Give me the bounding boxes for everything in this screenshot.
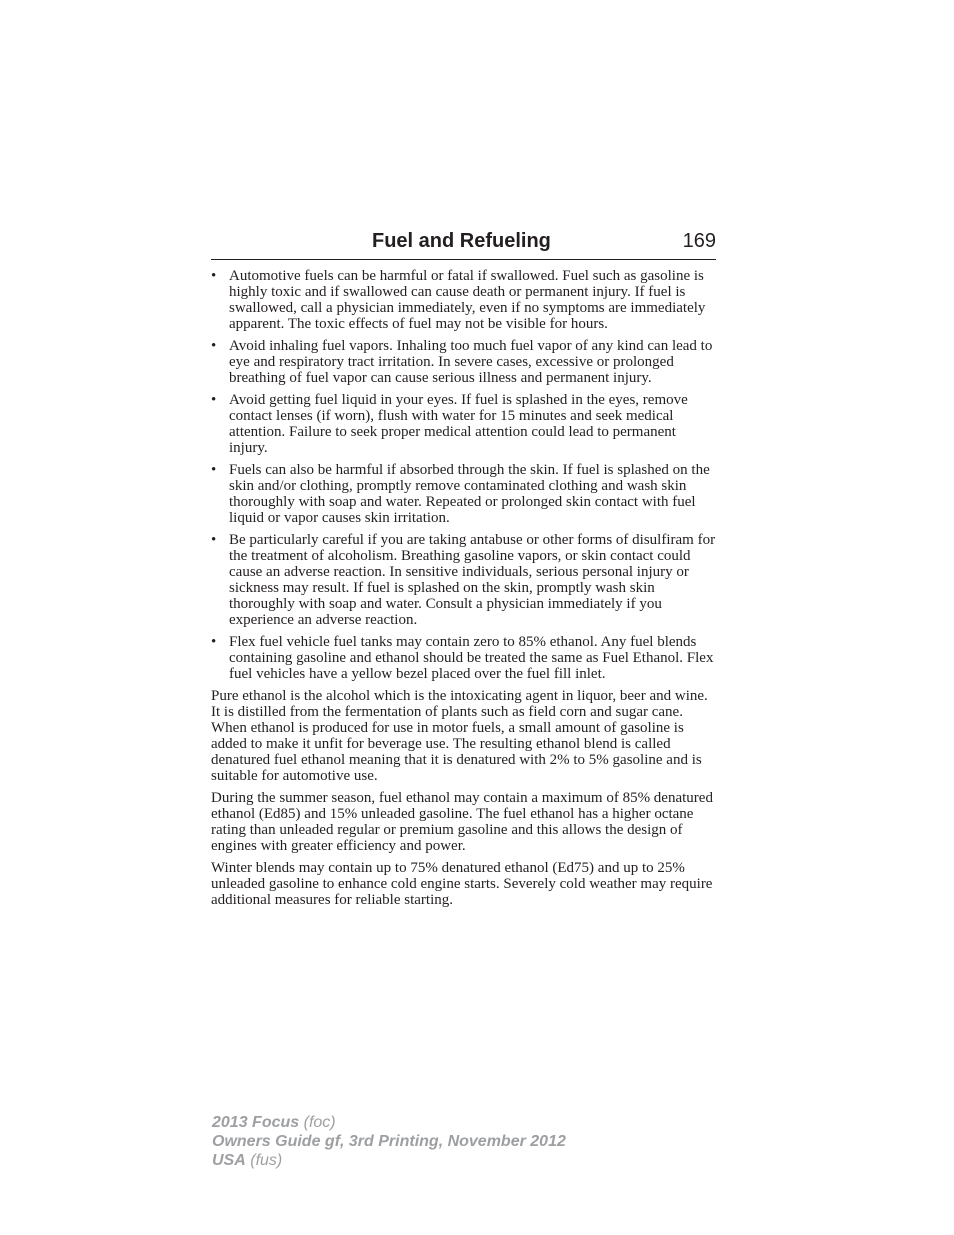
page-footer [212, 1113, 566, 1170]
list-item [211, 634, 717, 682]
list-item-text: Be particularly careful if you are taking antabuse or other forms of disulfiram for the treatment of alcoholism. Breathing gasoline vapors, or skin contact could cause an adverse reaction. In sensitive individuals, serious personal injury or sickness may result. If fuel is splashed on the skin, promptly wash skin thoroughly with soap and water. Consult a physician immediately if you experience an adverse reaction. [229, 532, 716, 628]
bullet-icon: • [211, 532, 217, 548]
paragraph-summer-blend: During the summer season, fuel ethanol may contain a maximum of 85% denatured ethanol (Ed85) and 15% unleaded gasoline. The fuel ethanol has a higher octane rating than unleaded regular or premium gasoline and this allows the design of engines with greater efficiency and power. [211, 790, 713, 854]
footer-model-code: (foc) [303, 1114, 336, 1131]
list-item [211, 462, 717, 526]
bullet-icon: • [211, 462, 217, 478]
paragraph-winter-blend: Winter blends may contain up to 75% denatured ethanol (Ed75) and up to 25% unleaded gasoline to enhance cold engine starts. Severely cold weather may require additional measures for reliable starting. [211, 860, 713, 908]
warning-list [211, 268, 717, 682]
page-number: 169 [682, 230, 716, 252]
list-item [211, 338, 717, 386]
page-content [211, 268, 717, 914]
footer-guide: Owners Guide gf, 3rd Printing, November 2012 [212, 1133, 566, 1150]
bullet-icon: • [211, 634, 217, 650]
footer-model: 2013 Focus [212, 1114, 300, 1131]
footer-guide-line [212, 1132, 566, 1151]
list-item [211, 532, 717, 628]
list-item-text: Fuels can also be harmful if absorbed through the skin. If fuel is splashed on the skin and/or clothing, promptly remove contaminated clothing and wash skin thoroughly with soap and water. Repeated or prolonged skin contact with fuel liquid or vapor causes skin irritation. [229, 462, 710, 526]
list-item-text: Avoid getting fuel liquid in your eyes. If fuel is splashed in the eyes, remove contact lenses (if worn), flush with water for 15 minutes and seek medical attention. Failure to seek proper medical attention could lead to permanent injury. [229, 392, 688, 456]
footer-region: USA [212, 1152, 246, 1169]
section-title: Fuel and Refueling [372, 230, 551, 252]
list-item-text: Flex fuel vehicle fuel tanks may contain zero to 85% ethanol. Any fuel blends containing gasoline and ethanol should be treated the same as Fuel Ethanol. Flex fuel vehicles have a yellow bezel placed over the fuel fill inlet. [229, 634, 714, 682]
bullet-icon: • [211, 338, 217, 354]
footer-region-line [212, 1151, 566, 1170]
list-item [211, 392, 717, 456]
bullet-icon: • [211, 268, 217, 284]
list-item [211, 268, 717, 332]
footer-region-code: (fus) [250, 1152, 283, 1169]
bullet-icon: • [211, 392, 217, 408]
paragraph-pure-ethanol: Pure ethanol is the alcohol which is the intoxicating agent in liquor, beer and wine. It is distilled from the fermentation of plants such as field corn and sugar cane. When ethanol is produced for use in motor fuels, a small amount of gasoline is added to make it unfit for beverage use. The resulting ethanol blend is called denatured fuel ethanol meaning that it is denatured with 2% to 5% gasoline and is suitable for automotive use. [211, 688, 708, 784]
page-header [211, 229, 716, 260]
footer-model-line [212, 1113, 566, 1132]
list-item-text: Automotive fuels can be harmful or fatal if swallowed. Fuel such as gasoline is highly toxic and if swallowed can cause death or permanent injury. If fuel is swallowed, call a physician immediately, even if no symptoms are immediately apparent. The toxic effects of fuel may not be visible for hours. [229, 268, 706, 332]
list-item-text: Avoid inhaling fuel vapors. Inhaling too much fuel vapor of any kind can lead to eye and respiratory tract irritation. In severe cases, excessive or prolonged breathing of fuel vapor can cause serious illness and permanent injury. [229, 338, 713, 386]
